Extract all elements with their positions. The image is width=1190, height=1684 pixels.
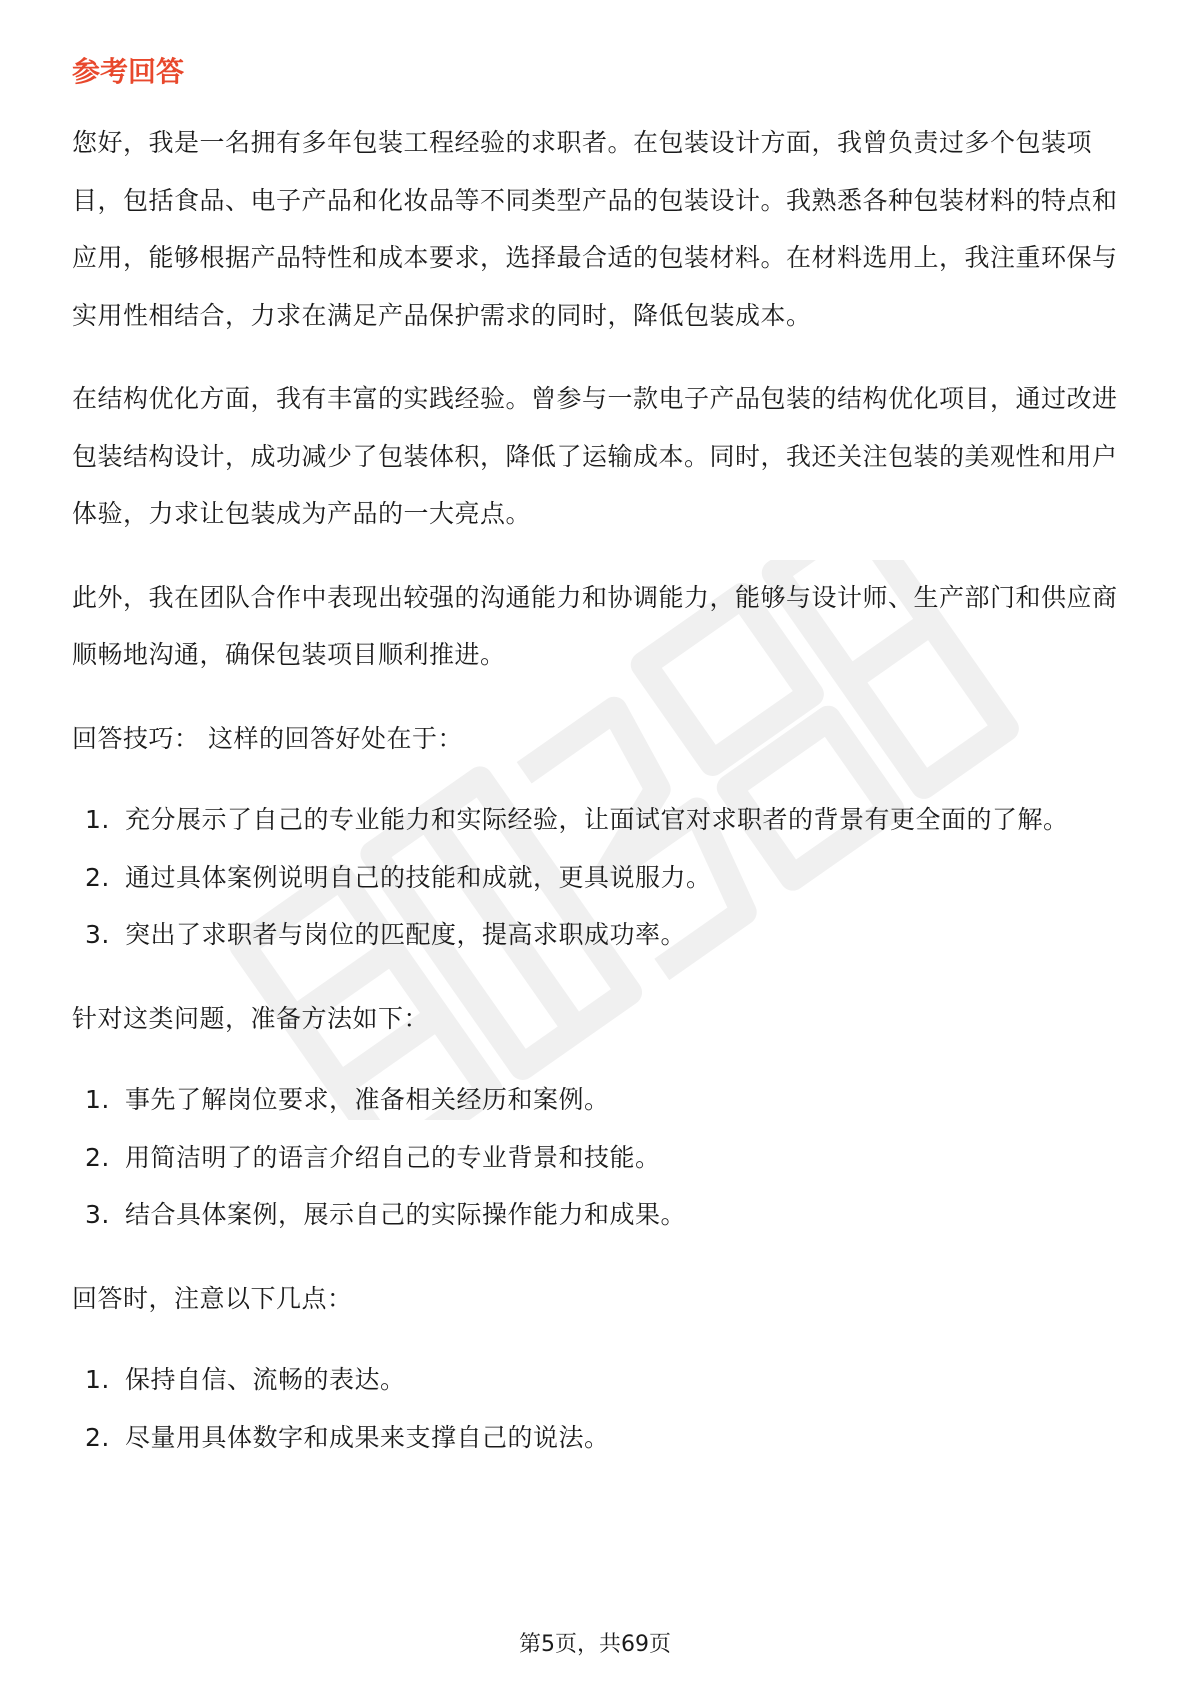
list-text: 充分展示了自己的专业能力和实际经验，让面试官对求职者的背景有更全面的了解。 [125,805,1069,834]
list-text: 尽量用具体数字和成果来支撑自己的说法。 [125,1422,610,1452]
list-text: 保持自信、流畅的表达。 [125,1365,406,1394]
section-heading: 参考回答 [72,55,185,88]
list-item [72,849,1122,907]
list-item [72,791,1122,849]
tips-label: 回答技巧： 这样的回答好处在于： [72,723,463,753]
list-text: 用简洁明了的语言介绍自己的专业背景和技能。 [125,1142,661,1172]
list-number: 3. [85,920,110,949]
page-number: 第5页，共69页 [519,1632,671,1657]
answer-paragraph-1: 您好，我是一名拥有多年包装工程经验的求职者。在包装设计方面，我曾负责过多个包装项目，包括食品、电子产品和化妆品等不同类型产品的包装设计。我熟悉各种包装材料的特点和应用，能够根据产品特性和成本要求，选择最合适的包装材料。在材料选用上，我注重环保与实用性相结合，力求在满足产品保护需求的同时，降低包装成本。 [72,128,1118,330]
list-item [72,1351,1122,1409]
list-item [72,1129,1122,1187]
list-item [72,1409,1122,1467]
list-number: 2. [85,1422,110,1452]
notes-list [72,1351,1122,1466]
prep-list [72,1071,1122,1244]
answer-paragraph-3: 此外，我在团队合作中表现出较强的沟通能力和协调能力，能够与设计师、生产部门和供应商顺畅地沟通，确保包装项目顺利推进。 [72,582,1118,669]
main-content [72,44,1122,1492]
list-text: 事先了解岗位要求，准备相关经历和案例。 [125,1085,610,1114]
list-number: 3. [85,1200,110,1229]
list-number: 1. [85,1085,110,1114]
notes-label: 回答时，注意以下几点： [72,1283,353,1313]
list-item [72,906,1122,964]
list-item [72,1186,1122,1244]
list-item [72,1071,1122,1129]
list-number: 2. [85,862,110,892]
tips-list [72,791,1122,964]
list-text: 突出了求职者与岗位的匹配度，提高求职成功率。 [125,920,687,949]
answer-paragraph-2: 在结构优化方面，我有丰富的实践经验。曾参与一款电子产品包装的结构优化项目，通过改进包装结构设计，成功减少了包装体积，降低了运输成本。同时，我还关注包装的美观性和用户体验，力求让包装成为产品的一大亮点。 [72,384,1118,528]
list-number: 2. [85,1142,110,1172]
list-text: 通过具体案例说明自己的技能和成就，更具说服力。 [125,862,712,892]
list-number: 1. [85,805,110,834]
list-number: 1. [85,1365,110,1394]
prep-label: 针对这类问题，准备方法如下： [72,1003,430,1033]
list-text: 结合具体案例，展示自己的实际操作能力和成果。 [125,1200,687,1229]
